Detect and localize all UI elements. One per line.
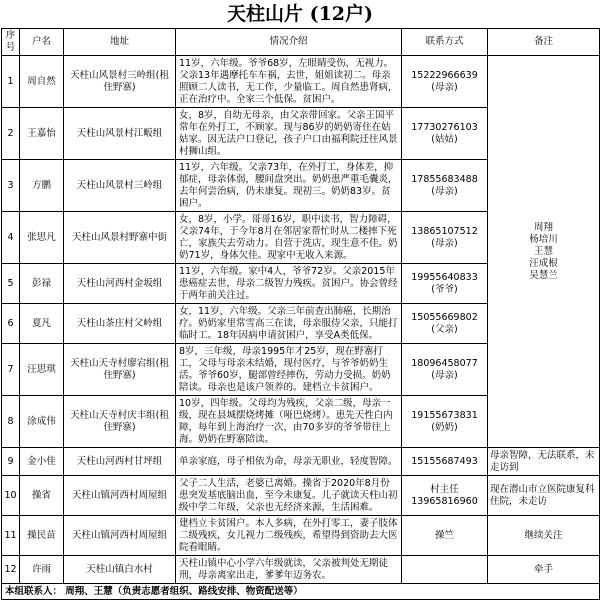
row-no: 2 [2,108,20,160]
row-info: 10岁，四年级。父母均为残疾，父亲二级，母亲一级，现在县城摆烧烤摊（哑巴烧烤）。患先天性白内障，每年到上海治疗一次，由70多岁的爷爷带往上海。奶奶在野寨陪读。 [176,396,402,448]
row-name: 操省 [20,476,64,516]
table-row [2,516,600,556]
row-contact: 15055669802 (父亲) [402,304,488,344]
row-no: 4 [2,212,20,264]
row-info: 建档立卡贫困户。本人多病，在外打零工，妻子肢体二级残疾，女儿视力二级残疾，希望得到资助去大医院看眼睛。 [176,516,402,556]
row-name: 金小佳 [20,448,64,476]
table-row [2,476,600,516]
row-contact: 17855683488 (母亲) [402,160,488,212]
footer-row [2,584,600,600]
row-info: 11岁，六年级。家中4人，爷爷72岁。父亲2015年患癌症去世，母亲二级智力残疾。贫困户。协会曾经于两年前关注过。 [176,264,402,304]
row-no: 8 [2,396,20,448]
row-contact [402,556,488,584]
row-info: 女，11岁，六年级。父亲三年前查出肺癌，长期治疗。奶奶家里常雪高三在读，母亲服侍父亲，只能打临时工。18年因病申请贫困户，享受A类低保。 [176,304,402,344]
row-name: 王嘉怡 [20,108,64,160]
row-no: 7 [2,344,20,396]
row-no: 9 [2,448,20,476]
row-address: 天柱山茶庄村父岭组 [64,304,176,344]
row-name: 张思凡 [20,212,64,264]
row-address: 天柱山镇白水村 [64,556,176,584]
row-note: 继续关注 [488,516,600,556]
row-contact: 操竺 [402,516,488,556]
row-contact: 15155687493 [402,448,488,476]
row-info: 单亲家庭，母子相依为命，母亲无职业，轻度智障。 [176,448,402,476]
header-info: 情况介绍 [176,29,402,56]
row-info: 8岁，三年级，母亲1995年才25岁，现在野寨打工，父母与母亲未结婚，现付医疗，与爷爷奶奶生活。爷爷60岁，腿部曾经摔伤，劳动力受损。奶奶陪读。母亲也是该户领养的。建档立卡贫困户。 [176,344,402,396]
row-info: 女，8岁，小学。哥哥16岁，职中读书，智力障碍，父亲74年，于今年8月在邻居家帮忙时从二楼摔下死亡，家族失去劳动力。自营于洗店，现生意不佳。奶奶71岁，身体欠佳。现家中无收入来源。 [176,212,402,264]
row-address: 天柱山风景村江畈组 [64,108,176,160]
row-note: 现在潜山市立医院康复科住院，未走访 [488,476,600,516]
row-contact: 17730276103 (姑姑) [402,108,488,160]
row-no: 12 [2,556,20,584]
table-row [2,448,600,476]
row-no: 3 [2,160,20,212]
row-address: 天柱山镇河西村周屋组 [64,476,176,516]
row-contact: 村主任 13965816960 [402,476,488,516]
row-name: 周自然 [20,56,64,108]
row-address: 天柱山风景村野寨中街 [64,212,176,264]
row-info: 11岁，六年级。父亲73年，在外打工，身体差，抑郁症，母亲体弱，腰间盘突出。奶奶患严重毛囊炎，去年何尝治病，仍未康复。现初三。奶奶83岁。贫困户。 [176,160,402,212]
household-table [1,28,600,600]
row-info: 父子二人生活，老婆已离婚。操省于2020年8月份患突发基底脑出血，至今未康复。儿子就读天柱山初级中学二年级，父亲也无经济来源，生活困难。 [176,476,402,516]
row-contact: 13865107512 (母亲) [402,212,488,264]
row-name: 涂成伟 [20,396,64,448]
row-name: 彭禄 [20,264,64,304]
table-row [2,56,600,108]
row-contact: 19155673831 (奶奶) [402,396,488,448]
row-no: 11 [2,516,20,556]
table-row [2,556,600,584]
row-name: 夏凡 [20,304,64,344]
row-note: 母亲智障，无法联系，未走访到 [488,448,600,476]
header-no: 序号 [2,29,20,56]
row-address: 天柱山风景村三岭组(租住野寨) [64,56,176,108]
group-contacts: 周翔 杨培川 王慧 汪成根 吴慧兰 [488,56,600,448]
row-address: 天柱山镇河西村周屋组 [64,516,176,556]
row-address: 天柱山天寺村廖宕组(租住野寨) [64,344,176,396]
row-info: 天柱山镇中心小学六年级就读，父亲被判处无期徒刑，母亲离家出走，爹爹年迈务农。 [176,556,402,584]
row-contact: 19955640833 (爷爷) [402,264,488,304]
row-address: 天柱山河西村金坂组 [64,264,176,304]
row-name: 汪思琪 [20,344,64,396]
row-name: 许雨 [20,556,64,584]
row-address: 天柱山河西村甘坪组 [64,448,176,476]
table-header-row [2,29,600,56]
row-name: 方鹏 [20,160,64,212]
row-no: 10 [2,476,20,516]
row-note: 牵手 [488,556,600,584]
row-no: 1 [2,56,20,108]
row-name: 操民苗 [20,516,64,556]
group-contact-footer: 本组联系人： 周翔、王慧（负责志愿者组织、路线安排、物资配送等） [2,584,600,600]
row-contact: 15222966639 (母亲) [402,56,488,108]
header-contact: 联系方式 [402,29,488,56]
row-address: 天柱山风景村三岭组 [64,160,176,212]
row-contact: 18096458077 (母亲) [402,344,488,396]
row-no: 5 [2,264,20,304]
page-title: 天柱山片 (12户) [226,3,374,25]
row-address: 天柱山天寺村庆丰组(租住野寨) [64,396,176,448]
row-info: 11岁，六年级。爷爷68岁，左眼睛受伤，无视力。父亲13年遇摩托车车祸，去世，姐姐读初二。母亲照顾二人读书，无工作，少量临工。周自然患肾病，正在治疗中。全家三个低保。贫困户。 [176,56,402,108]
header-address: 地址 [64,29,176,56]
row-info: 女，8岁，自幼无母亲，由父亲带回家。父亲王国平常年在外打工，不顾家。现与86岁的奶奶寄住在姑姑家。因无法户口登记，孩子户口由福利院迁往风景村狮山组。 [176,108,402,160]
row-no: 6 [2,304,20,344]
header-note: 备注 [488,29,600,56]
header-name: 户名 [20,29,64,56]
